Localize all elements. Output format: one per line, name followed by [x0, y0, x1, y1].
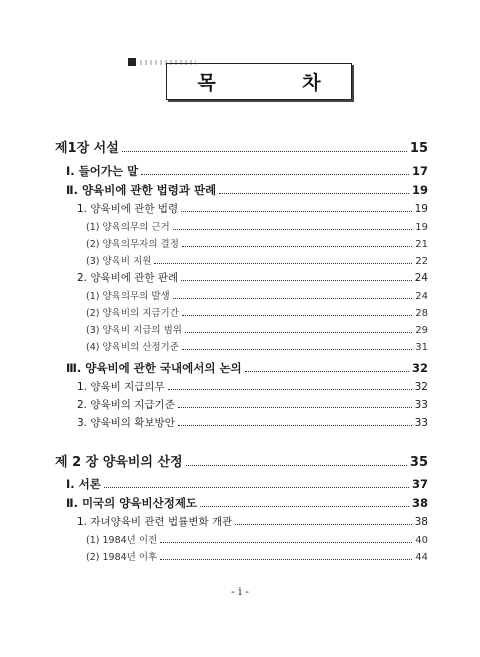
toc-page-number: 33: [414, 399, 428, 411]
toc-label: Ⅱ. 양육비에 관한 법령과 판례: [66, 183, 217, 197]
toc-item[interactable]: [86, 322, 428, 336]
toc-section-1-2[interactable]: [66, 182, 428, 198]
toc-page-number: 19: [415, 222, 428, 233]
toc-leader-dots: [235, 524, 411, 525]
toc-label: 제 2 장 양육비의 산정: [55, 455, 183, 470]
toc-item[interactable]: [86, 236, 428, 250]
toc-label: 제1장 서설: [55, 141, 119, 156]
toc-page-number: 24: [414, 272, 428, 284]
toc-leader-dots: [168, 389, 412, 390]
toc-leader-dots: [182, 246, 412, 247]
toc-page-number: 44: [415, 552, 428, 563]
toc-page-number: 15: [409, 141, 428, 156]
toc-chapter-2[interactable]: [55, 451, 428, 470]
toc-leader-dots: [182, 315, 412, 316]
toc-subsection-1-2-2[interactable]: [77, 270, 428, 285]
toc-item[interactable]: [86, 219, 428, 233]
toc-label: 1. 자녀양육비 관련 법률변화 개관: [77, 516, 233, 528]
toc-page-number: 38: [414, 516, 428, 528]
page-title: 목 차: [197, 72, 361, 94]
toc-label: (2) 양육의무자의 결정: [86, 239, 179, 250]
toc-leader-dots: [178, 425, 412, 426]
toc-page-number: 32: [411, 361, 428, 375]
toc-page-number: 19: [411, 183, 428, 197]
toc-item[interactable]: [86, 549, 428, 563]
toc-label: (2) 양육비의 지급기간: [86, 308, 179, 319]
toc-leader-dots: [160, 559, 412, 560]
toc-subsection-1-3-2[interactable]: [77, 397, 428, 412]
toc-label: (4) 양육비의 산정기준: [86, 342, 179, 353]
toc-leader-dots: [185, 332, 412, 333]
toc-label: 1. 양육비 지급의무: [77, 381, 165, 393]
toc-label: 3. 양육비의 확보방안: [77, 417, 175, 429]
toc-label: (1) 양육의무의 근거: [86, 222, 170, 233]
toc-page-number: 19: [414, 203, 428, 215]
toc-label: 2. 양육비의 지급기준: [77, 399, 175, 411]
toc-leader-dots: [178, 407, 412, 408]
toc-label: Ⅲ. 양육비에 관한 국내에서의 논의: [66, 361, 242, 375]
toc-page-number: 17: [411, 164, 428, 178]
toc-leader-dots: [200, 506, 409, 507]
toc-label: Ⅱ. 미국의 양육비산정제도: [66, 496, 198, 510]
toc-leader-dots: [181, 280, 411, 281]
toc-item[interactable]: [86, 339, 428, 353]
toc-page-number: 21: [415, 239, 428, 250]
toc-label: 1. 양육비에 관한 법령: [77, 203, 179, 215]
toc-page-number: 32: [414, 381, 428, 393]
toc-label: (1) 양육의무의 발생: [86, 291, 170, 302]
toc-chapter-1[interactable]: [55, 137, 428, 156]
toc-page-number: 28: [415, 308, 428, 319]
toc-item[interactable]: [86, 532, 428, 546]
toc-leader-dots: [122, 151, 407, 152]
toc-page-number: 31: [415, 342, 428, 353]
toc-label: (2) 1984년 이후: [86, 552, 158, 563]
toc-item[interactable]: [86, 253, 428, 267]
toc-section-2-2[interactable]: [66, 495, 428, 511]
toc-leader-dots: [173, 298, 413, 299]
toc-leader-dots: [245, 371, 409, 372]
toc-label: Ⅰ. 들어가는 말: [66, 164, 139, 178]
toc-label: (3) 양육비 지원: [86, 256, 152, 267]
toc-leader-dots: [160, 542, 412, 543]
toc-page-number: 24: [415, 291, 428, 302]
page-number-footer: - i -: [231, 585, 249, 598]
toc-page-number: 40: [415, 535, 428, 546]
toc-item[interactable]: [86, 288, 428, 302]
toc-page-number: 33: [414, 417, 428, 429]
toc-leader-dots: [173, 229, 413, 230]
toc-item[interactable]: [86, 305, 428, 319]
toc-page-number: 22: [415, 256, 428, 267]
toc-leader-dots: [182, 349, 412, 350]
toc-label: Ⅰ. 서론: [66, 477, 101, 491]
toc-page-number: 29: [415, 325, 428, 336]
toc-leader-dots: [154, 263, 412, 264]
toc-leader-dots: [141, 174, 409, 175]
toc-page-number: 37: [411, 477, 428, 491]
toc-label: (3) 양육비 지급의 범위: [86, 325, 182, 336]
toc-page-number: 35: [409, 455, 428, 470]
toc-subsection-1-2-1[interactable]: [77, 201, 428, 216]
toc-section-2-1[interactable]: [66, 476, 428, 492]
toc-page-number: 38: [411, 496, 428, 510]
toc-leader-dots: [186, 465, 407, 466]
toc-leader-dots: [104, 487, 409, 488]
toc-leader-dots: [181, 211, 411, 212]
toc-section-1-1[interactable]: [66, 163, 428, 179]
toc-subsection-2-2-1[interactable]: [77, 514, 428, 529]
toc-subsection-1-3-1[interactable]: [77, 379, 428, 394]
toc-label: (1) 1984년 이전: [86, 535, 158, 546]
toc-subsection-1-3-3[interactable]: [77, 415, 428, 430]
toc-section-1-3[interactable]: [66, 360, 428, 376]
toc-leader-dots: [219, 193, 409, 194]
toc-label: 2. 양육비에 관한 판례: [77, 272, 179, 284]
